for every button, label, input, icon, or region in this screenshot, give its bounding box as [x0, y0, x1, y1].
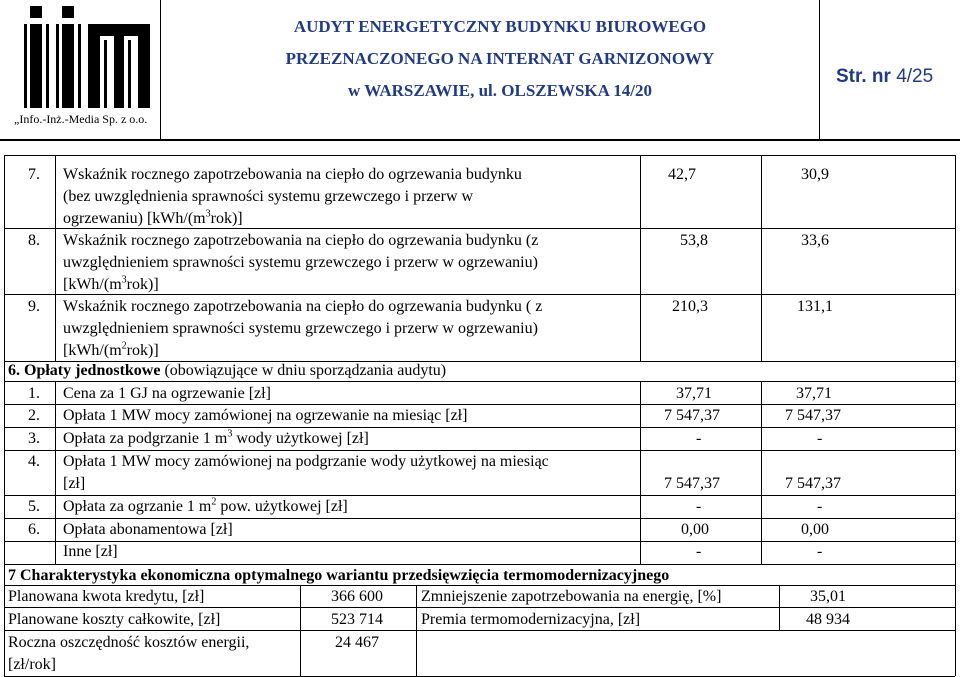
row-label: Opłata za podgrzanie 1 $m^3$ wody użytkowej [zł] — [63, 428, 369, 447]
iim-logo-icon — [14, 6, 154, 110]
value-after: 33,6 — [801, 232, 829, 249]
grid-line — [761, 381, 762, 564]
row-number: 3. — [28, 430, 40, 447]
grid-line — [761, 155, 762, 362]
row-number: 9. — [28, 298, 40, 315]
row-label: $[kWh/(m^2rok)]$ — [63, 340, 159, 359]
row-label: uwzględnieniem sprawności systemu grzewczego i przerw w ogrzewaniu) — [63, 320, 538, 337]
row-value: 366 600 — [331, 588, 383, 605]
grid-line — [4, 495, 955, 496]
row-label: Opłata za ogrzanie 1 $m^2$ pow. użytkowej [zł] — [63, 496, 348, 515]
title-line-3: w WARSZAWIE, ul. OLSZEWSKA 14/20 — [348, 81, 652, 100]
row-number: 2. — [28, 407, 40, 424]
value-before: 7 547,37 — [664, 407, 720, 424]
grid-line — [4, 404, 955, 405]
row-label: Inne [zł] — [63, 543, 118, 560]
row-number: 6. — [28, 521, 40, 538]
grid-line — [955, 155, 956, 676]
value-after: 30,9 — [801, 166, 829, 183]
grid-line — [640, 155, 641, 362]
grid-line — [779, 585, 780, 630]
grid-line — [4, 585, 955, 586]
row-value: 48 934 — [806, 611, 850, 628]
row-label: Planowana kwota kredytu, [zł] — [8, 588, 205, 605]
grid-line — [4, 541, 955, 542]
grid-line — [55, 155, 56, 362]
row-number: 5. — [28, 498, 40, 515]
value-before: 37,71 — [676, 385, 712, 402]
value-before: 7 547,37 — [664, 475, 720, 492]
row-label: Zmniejszenie zapotrzebowania na energię, [%] — [421, 588, 722, 605]
row-label: Premia termomodernizacyjna, [zł] — [421, 611, 641, 628]
value-after: 7 547,37 — [785, 407, 841, 424]
company-name: „Info.-Inż.-Media Sp. z o.o. — [14, 112, 148, 126]
value-before: - — [696, 430, 702, 447]
header-separator-left — [160, 0, 161, 140]
value-after: - — [817, 498, 823, 515]
row-number: 1. — [28, 385, 40, 402]
value-before: 42,7 — [668, 166, 696, 183]
title-line-1: AUDYT ENERGETYCZNY BUDYNKU BIUROWEGO — [293, 17, 707, 36]
grid-line — [4, 630, 955, 631]
row-label: Cena za 1 GJ na ogrzewanie [zł] — [63, 385, 271, 402]
row-label: Wskaźnik rocznego zapotrzebowania na ciepło do ogrzewania budynku — [63, 166, 522, 183]
grid-line — [640, 381, 641, 564]
grid-line — [4, 361, 955, 362]
row-label: Planowane koszty całkowite, [zł] — [8, 611, 221, 628]
row-label: Opłata 1 MW mocy zamówionej na podgrzanie wody użytkowej na miesiąc — [63, 453, 549, 470]
grid-line — [4, 564, 955, 565]
value-after: 0,00 — [801, 521, 829, 538]
grid-line — [4, 607, 955, 608]
section-6-title: 6. Opłaty jednostkowe (obowiązujące w dniu sporządzania audytu) — [8, 362, 447, 379]
page-number: Str. nr 4/25 — [836, 66, 934, 87]
row-label: Roczna oszczędność kosztów energii, — [8, 634, 250, 651]
row-label: Wskaźnik rocznego zapotrzebowania na ciepło do ogrzewania budynku ( z — [63, 298, 543, 315]
value-before: 210,3 — [672, 298, 708, 315]
row-label: [zł/rok] — [8, 656, 56, 673]
title-line-2: PRZEZNACZONEGO NA INTERNAT GARNIZONOWY — [285, 49, 715, 68]
row-label: [zł] — [63, 475, 86, 492]
row-value: 35,01 — [810, 588, 846, 605]
grid-line — [4, 427, 955, 428]
grid-line — [4, 450, 955, 451]
row-label: uwzględnieniem sprawności systemu grzewczego i przerw w ogrzewaniu) — [63, 254, 538, 271]
grid-line — [4, 155, 955, 156]
value-after: 7 547,37 — [785, 475, 841, 492]
header-divider — [0, 139, 960, 141]
value-before: - — [696, 543, 702, 560]
grid-line — [416, 585, 417, 676]
grid-line — [4, 294, 955, 295]
row-number: 4. — [28, 453, 40, 470]
row-label: Opłata abonamentowa [zł] — [63, 521, 233, 538]
value-before: 53,8 — [680, 232, 708, 249]
row-number: 8. — [28, 232, 40, 249]
value-before: 0,00 — [681, 521, 709, 538]
section-7-title: 7 Charakterystyka ekonomiczna optymalnego wariantu przedsięwzięcia termomodernizacyjnego — [8, 567, 670, 584]
grid-line — [4, 518, 955, 519]
value-after: - — [817, 543, 823, 560]
row-number: 7. — [28, 166, 40, 183]
value-after: 37,71 — [796, 385, 832, 402]
row-label: Wskaźnik rocznego zapotrzebowania na ciepło do ogrzewania budynku (z — [63, 232, 539, 249]
row-value: 523 714 — [331, 611, 383, 628]
grid-line — [300, 585, 301, 676]
row-label: ogrzewaniu) $[kWh/(m^3rok)]$ — [63, 208, 243, 227]
value-after: - — [817, 430, 823, 447]
company-logo — [14, 6, 154, 110]
document-title — [180, 16, 820, 102]
row-label: Opłata 1 MW mocy zamówionej na ogrzewanie na miesiąc [zł] — [63, 407, 468, 424]
row-label: $[kWh/(m^3rok)]$ — [63, 274, 159, 293]
header-separator-right — [819, 0, 820, 140]
grid-line — [4, 381, 955, 382]
grid-line — [55, 381, 56, 564]
row-value: 24 467 — [335, 634, 379, 651]
row-label: (bez uwzględnienia sprawności systemu grzewczego i przerw w — [63, 188, 474, 205]
value-before: - — [696, 498, 702, 515]
grid-line — [4, 228, 955, 229]
grid-line — [4, 155, 5, 676]
value-after: 131,1 — [797, 298, 833, 315]
